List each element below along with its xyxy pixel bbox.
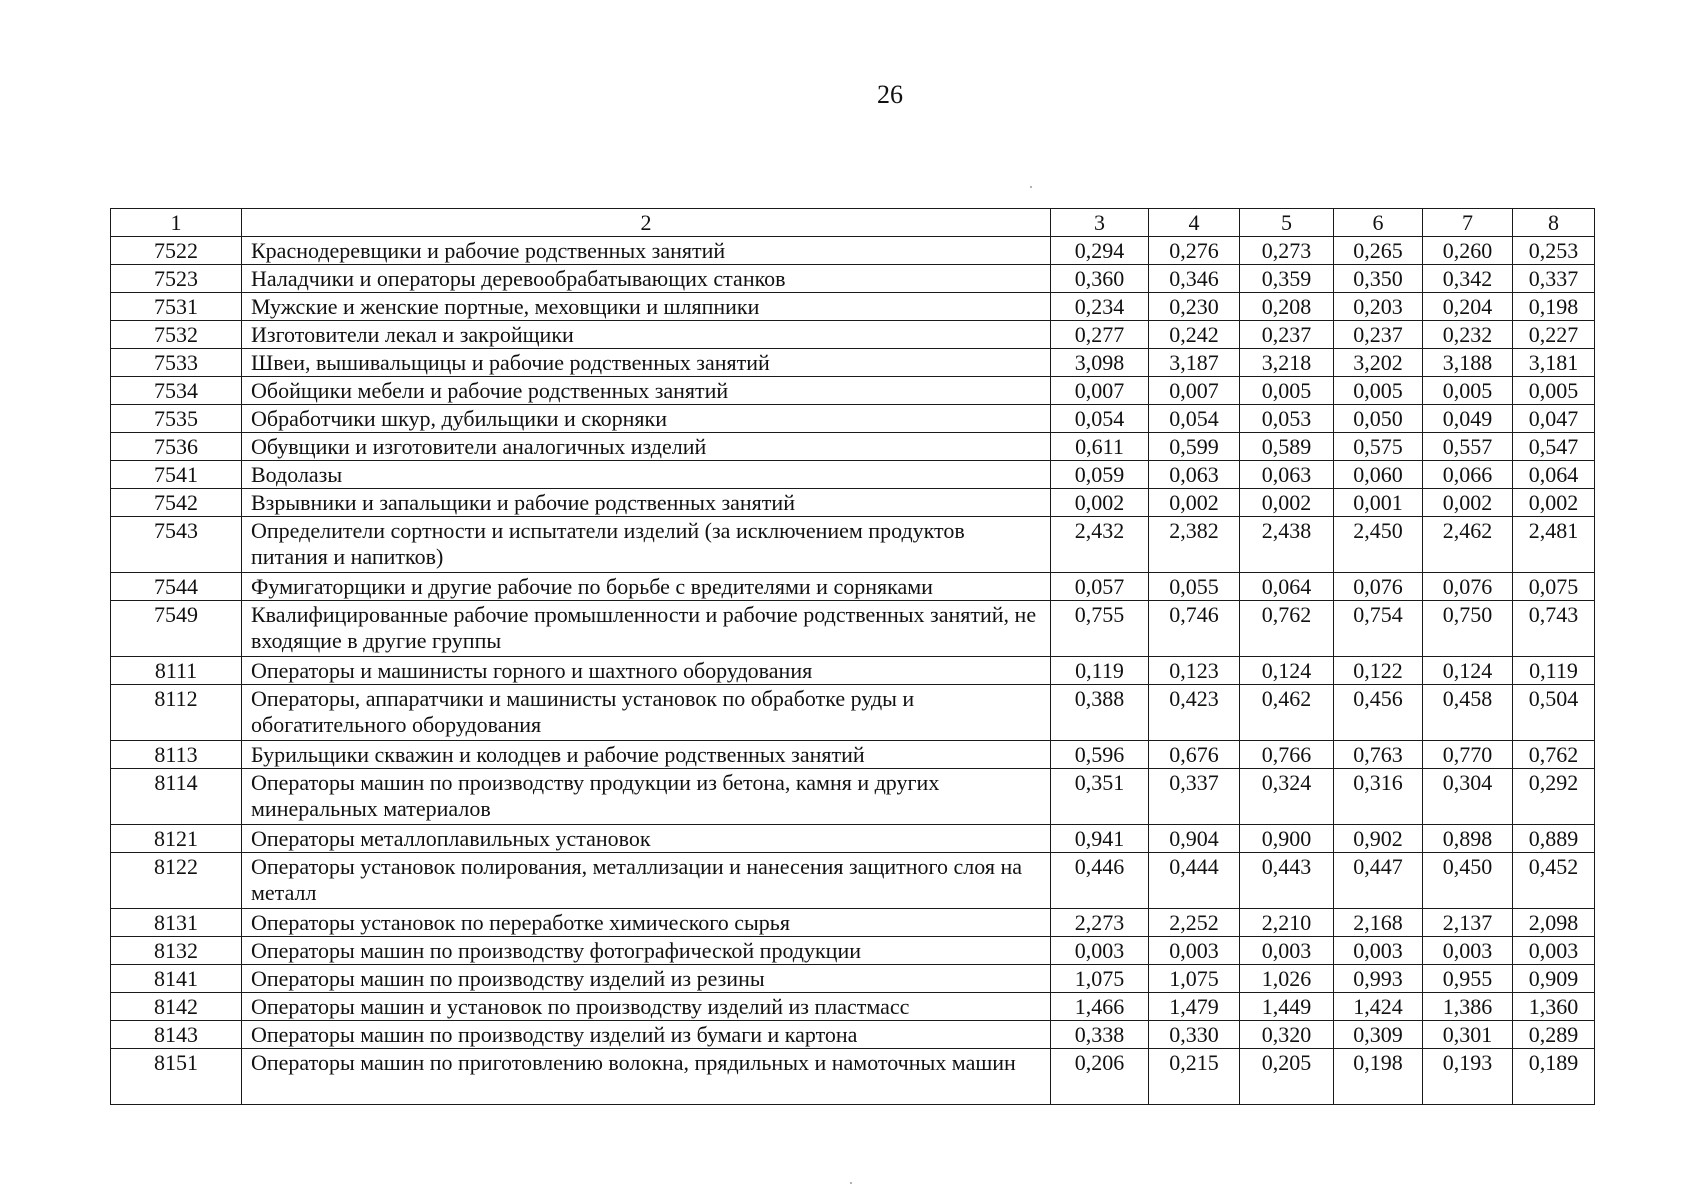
value-cell: 0,204 bbox=[1423, 293, 1513, 321]
occupation-name-cell: Операторы, аппаратчики и машинисты установок по обработке руды и обогатительного оборудования bbox=[242, 685, 1051, 741]
value-cell: 0,119 bbox=[1513, 657, 1595, 685]
occupation-name-cell: Квалифицированные рабочие промышленности и рабочие родственных занятий, не входящие в другие группы bbox=[242, 601, 1051, 657]
value-cell: 0,611 bbox=[1051, 433, 1149, 461]
value-cell: 0,050 bbox=[1334, 405, 1423, 433]
value-cell: 0,059 bbox=[1051, 461, 1149, 489]
value-cell: 2,252 bbox=[1149, 909, 1240, 937]
table-row bbox=[111, 517, 1595, 573]
occupation-code-cell: 7549 bbox=[111, 601, 242, 657]
occupation-name-cell: Мужские и женские портные, меховщики и шляпники bbox=[242, 293, 1051, 321]
value-cell: 0,676 bbox=[1149, 741, 1240, 769]
column-number-cell: 2 bbox=[242, 209, 1051, 237]
value-cell: 0,504 bbox=[1513, 685, 1595, 741]
table-row bbox=[111, 321, 1595, 349]
column-number-cell: 1 bbox=[111, 209, 242, 237]
value-cell: 0,589 bbox=[1240, 433, 1334, 461]
value-cell: 1,360 bbox=[1513, 993, 1595, 1021]
value-cell: 3,202 bbox=[1334, 349, 1423, 377]
value-cell: 0,055 bbox=[1149, 573, 1240, 601]
occupation-name-cell: Операторы установок по переработке химического сырья bbox=[242, 909, 1051, 937]
page-number: 26 bbox=[877, 80, 903, 109]
occupation-name-cell: Операторы металлоплавильных установок bbox=[242, 825, 1051, 853]
occupation-name-cell: Операторы машин по производству изделий из бумаги и картона bbox=[242, 1021, 1051, 1049]
table-row bbox=[111, 825, 1595, 853]
value-cell: 0,075 bbox=[1513, 573, 1595, 601]
occupation-name-cell: Изготовители лекал и закройщики bbox=[242, 321, 1051, 349]
value-cell: 0,253 bbox=[1513, 237, 1595, 265]
value-cell: 1,466 bbox=[1051, 993, 1149, 1021]
value-cell: 0,301 bbox=[1423, 1021, 1513, 1049]
table-row bbox=[111, 433, 1595, 461]
column-number-cell: 8 bbox=[1513, 209, 1595, 237]
value-cell: 0,005 bbox=[1334, 377, 1423, 405]
value-cell: 0,762 bbox=[1513, 741, 1595, 769]
value-cell: 0,743 bbox=[1513, 601, 1595, 657]
value-cell: 2,450 bbox=[1334, 517, 1423, 573]
column-number-cell: 5 bbox=[1240, 209, 1334, 237]
occupation-code-cell: 7523 bbox=[111, 265, 242, 293]
value-cell: 0,750 bbox=[1423, 601, 1513, 657]
value-cell: 0,351 bbox=[1051, 769, 1149, 825]
value-cell: 0,557 bbox=[1423, 433, 1513, 461]
value-cell: 0,002 bbox=[1240, 489, 1334, 517]
value-cell: 0,446 bbox=[1051, 853, 1149, 909]
value-cell: 2,210 bbox=[1240, 909, 1334, 937]
value-cell: 1,075 bbox=[1149, 965, 1240, 993]
value-cell: 0,292 bbox=[1513, 769, 1595, 825]
value-cell: 2,438 bbox=[1240, 517, 1334, 573]
occupation-code-cell: 8132 bbox=[111, 937, 242, 965]
occupation-name-cell: Фумигаторщики и другие рабочие по борьбе с вредителями и сорняками bbox=[242, 573, 1051, 601]
value-cell: 0,547 bbox=[1513, 433, 1595, 461]
value-cell: 0,205 bbox=[1240, 1049, 1334, 1105]
occupations-table-wrapper bbox=[110, 208, 1594, 1105]
table-row bbox=[111, 377, 1595, 405]
table-row bbox=[111, 909, 1595, 937]
value-cell: 0,993 bbox=[1334, 965, 1423, 993]
value-cell: 0,423 bbox=[1149, 685, 1240, 741]
value-cell: 0,330 bbox=[1149, 1021, 1240, 1049]
value-cell: 0,443 bbox=[1240, 853, 1334, 909]
value-cell: 2,168 bbox=[1334, 909, 1423, 937]
occupation-name-cell: Обработчики шкур, дубильщики и скорняки bbox=[242, 405, 1051, 433]
value-cell: 0,119 bbox=[1051, 657, 1149, 685]
value-cell: 0,124 bbox=[1240, 657, 1334, 685]
occupation-code-cell: 8131 bbox=[111, 909, 242, 937]
value-cell: 0,304 bbox=[1423, 769, 1513, 825]
table-row bbox=[111, 657, 1595, 685]
value-cell: 0,277 bbox=[1051, 321, 1149, 349]
table-row bbox=[111, 265, 1595, 293]
value-cell: 0,242 bbox=[1149, 321, 1240, 349]
occupation-name-cell: Швеи, вышивальщицы и рабочие родственных занятий bbox=[242, 349, 1051, 377]
occupation-code-cell: 7544 bbox=[111, 573, 242, 601]
value-cell: 0,003 bbox=[1334, 937, 1423, 965]
occupation-name-cell: Определители сортности и испытатели изделий (за исключением продуктов питания и напитков) bbox=[242, 517, 1051, 573]
table-row bbox=[111, 741, 1595, 769]
value-cell: 0,766 bbox=[1240, 741, 1334, 769]
value-cell: 0,309 bbox=[1334, 1021, 1423, 1049]
value-cell: 0,265 bbox=[1334, 237, 1423, 265]
table-row bbox=[111, 405, 1595, 433]
table-row bbox=[111, 965, 1595, 993]
value-cell: 0,342 bbox=[1423, 265, 1513, 293]
table-row bbox=[111, 573, 1595, 601]
value-cell: 0,596 bbox=[1051, 741, 1149, 769]
value-cell: 0,003 bbox=[1149, 937, 1240, 965]
value-cell: 0,064 bbox=[1240, 573, 1334, 601]
occupation-name-cell: Обувщики и изготовители аналогичных изделий bbox=[242, 433, 1051, 461]
value-cell: 1,026 bbox=[1240, 965, 1334, 993]
occupation-code-cell: 8142 bbox=[111, 993, 242, 1021]
occupation-name-cell: Водолазы bbox=[242, 461, 1051, 489]
table-row bbox=[111, 293, 1595, 321]
value-cell: 0,193 bbox=[1423, 1049, 1513, 1105]
value-cell: 3,181 bbox=[1513, 349, 1595, 377]
occupation-code-cell: 7532 bbox=[111, 321, 242, 349]
occupation-name-cell: Операторы и машинисты горного и шахтного оборудования bbox=[242, 657, 1051, 685]
value-cell: 0,450 bbox=[1423, 853, 1513, 909]
occupation-name-cell: Операторы машин по производству продукции из бетона, камня и других минеральных материалов bbox=[242, 769, 1051, 825]
occupation-code-cell: 7536 bbox=[111, 433, 242, 461]
occupation-name-cell: Обойщики мебели и рабочие родственных занятий bbox=[242, 377, 1051, 405]
occupation-name-cell: Операторы установок полирования, металлизации и нанесения защитного слоя на металл bbox=[242, 853, 1051, 909]
column-number-row bbox=[111, 209, 1595, 237]
value-cell: 0,770 bbox=[1423, 741, 1513, 769]
value-cell: 0,338 bbox=[1051, 1021, 1149, 1049]
value-cell: 0,063 bbox=[1149, 461, 1240, 489]
value-cell: 0,447 bbox=[1334, 853, 1423, 909]
occupation-code-cell: 7522 bbox=[111, 237, 242, 265]
value-cell: 0,227 bbox=[1513, 321, 1595, 349]
value-cell: 0,444 bbox=[1149, 853, 1240, 909]
occupation-name-cell: Бурильщики скважин и колодцев и рабочие родственных занятий bbox=[242, 741, 1051, 769]
table-row bbox=[111, 853, 1595, 909]
value-cell: 0,289 bbox=[1513, 1021, 1595, 1049]
value-cell: 1,449 bbox=[1240, 993, 1334, 1021]
value-cell: 0,122 bbox=[1334, 657, 1423, 685]
table-row bbox=[111, 461, 1595, 489]
value-cell: 0,237 bbox=[1334, 321, 1423, 349]
value-cell: 0,902 bbox=[1334, 825, 1423, 853]
value-cell: 0,456 bbox=[1334, 685, 1423, 741]
value-cell: 0,359 bbox=[1240, 265, 1334, 293]
occupation-code-cell: 7535 bbox=[111, 405, 242, 433]
value-cell: 0,294 bbox=[1051, 237, 1149, 265]
value-cell: 0,763 bbox=[1334, 741, 1423, 769]
value-cell: 0,057 bbox=[1051, 573, 1149, 601]
value-cell: 1,479 bbox=[1149, 993, 1240, 1021]
value-cell: 0,124 bbox=[1423, 657, 1513, 685]
value-cell: 0,260 bbox=[1423, 237, 1513, 265]
occupation-code-cell: 7543 bbox=[111, 517, 242, 573]
value-cell: 0,273 bbox=[1240, 237, 1334, 265]
value-cell: 0,049 bbox=[1423, 405, 1513, 433]
value-cell: 2,098 bbox=[1513, 909, 1595, 937]
occupation-code-cell: 8122 bbox=[111, 853, 242, 909]
value-cell: 0,276 bbox=[1149, 237, 1240, 265]
scan-speck bbox=[1030, 186, 1032, 188]
value-cell: 3,188 bbox=[1423, 349, 1513, 377]
occupation-code-cell: 8151 bbox=[111, 1049, 242, 1105]
table-row bbox=[111, 601, 1595, 657]
value-cell: 0,746 bbox=[1149, 601, 1240, 657]
value-cell: 0,909 bbox=[1513, 965, 1595, 993]
value-cell: 0,904 bbox=[1149, 825, 1240, 853]
value-cell: 0,955 bbox=[1423, 965, 1513, 993]
value-cell: 0,189 bbox=[1513, 1049, 1595, 1105]
value-cell: 0,754 bbox=[1334, 601, 1423, 657]
column-number-cell: 3 bbox=[1051, 209, 1149, 237]
value-cell: 0,599 bbox=[1149, 433, 1240, 461]
value-cell: 2,137 bbox=[1423, 909, 1513, 937]
occupation-name-cell: Взрывники и запальщики и рабочие родственных занятий bbox=[242, 489, 1051, 517]
value-cell: 0,316 bbox=[1334, 769, 1423, 825]
occupation-code-cell: 7534 bbox=[111, 377, 242, 405]
occupation-code-cell: 7531 bbox=[111, 293, 242, 321]
value-cell: 0,053 bbox=[1240, 405, 1334, 433]
value-cell: 0,215 bbox=[1149, 1049, 1240, 1105]
occupation-code-cell: 8121 bbox=[111, 825, 242, 853]
occupation-name-cell: Краснодеревщики и рабочие родственных занятий bbox=[242, 237, 1051, 265]
value-cell: 0,002 bbox=[1051, 489, 1149, 517]
value-cell: 2,382 bbox=[1149, 517, 1240, 573]
value-cell: 1,075 bbox=[1051, 965, 1149, 993]
value-cell: 0,005 bbox=[1513, 377, 1595, 405]
value-cell: 0,234 bbox=[1051, 293, 1149, 321]
value-cell: 0,198 bbox=[1513, 293, 1595, 321]
occupation-name-cell: Операторы машин по производству фотографической продукции bbox=[242, 937, 1051, 965]
value-cell: 0,076 bbox=[1423, 573, 1513, 601]
value-cell: 2,481 bbox=[1513, 517, 1595, 573]
value-cell: 0,066 bbox=[1423, 461, 1513, 489]
value-cell: 3,098 bbox=[1051, 349, 1149, 377]
value-cell: 0,755 bbox=[1051, 601, 1149, 657]
value-cell: 0,123 bbox=[1149, 657, 1240, 685]
value-cell: 0,575 bbox=[1334, 433, 1423, 461]
value-cell: 0,360 bbox=[1051, 265, 1149, 293]
value-cell: 3,218 bbox=[1240, 349, 1334, 377]
occupation-code-cell: 8141 bbox=[111, 965, 242, 993]
occupation-code-cell: 8112 bbox=[111, 685, 242, 741]
occupation-code-cell: 8111 bbox=[111, 657, 242, 685]
occupation-code-cell: 7542 bbox=[111, 489, 242, 517]
value-cell: 0,462 bbox=[1240, 685, 1334, 741]
value-cell: 0,064 bbox=[1513, 461, 1595, 489]
occupation-name-cell: Операторы машин по приготовлению волокна, прядильных и намоточных машин bbox=[242, 1049, 1051, 1105]
value-cell: 2,462 bbox=[1423, 517, 1513, 573]
value-cell: 1,386 bbox=[1423, 993, 1513, 1021]
value-cell: 0,208 bbox=[1240, 293, 1334, 321]
column-number-cell: 7 bbox=[1423, 209, 1513, 237]
value-cell: 0,388 bbox=[1051, 685, 1149, 741]
value-cell: 2,432 bbox=[1051, 517, 1149, 573]
table-row bbox=[111, 993, 1595, 1021]
value-cell: 0,003 bbox=[1051, 937, 1149, 965]
value-cell: 0,054 bbox=[1149, 405, 1240, 433]
value-cell: 0,237 bbox=[1240, 321, 1334, 349]
value-cell: 0,232 bbox=[1423, 321, 1513, 349]
value-cell: 0,941 bbox=[1051, 825, 1149, 853]
value-cell: 0,203 bbox=[1334, 293, 1423, 321]
value-cell: 0,003 bbox=[1423, 937, 1513, 965]
table-row bbox=[111, 1021, 1595, 1049]
value-cell: 0,198 bbox=[1334, 1049, 1423, 1105]
value-cell: 0,054 bbox=[1051, 405, 1149, 433]
value-cell: 0,452 bbox=[1513, 853, 1595, 909]
column-number-cell: 6 bbox=[1334, 209, 1423, 237]
value-cell: 0,350 bbox=[1334, 265, 1423, 293]
value-cell: 0,047 bbox=[1513, 405, 1595, 433]
value-cell: 0,003 bbox=[1240, 937, 1334, 965]
scan-speck bbox=[850, 1182, 852, 1184]
value-cell: 0,001 bbox=[1334, 489, 1423, 517]
value-cell: 0,063 bbox=[1240, 461, 1334, 489]
value-cell: 0,206 bbox=[1051, 1049, 1149, 1105]
value-cell: 0,898 bbox=[1423, 825, 1513, 853]
table-row bbox=[111, 769, 1595, 825]
occupation-code-cell: 7541 bbox=[111, 461, 242, 489]
value-cell: 0,346 bbox=[1149, 265, 1240, 293]
table-row bbox=[111, 349, 1595, 377]
table-row bbox=[111, 489, 1595, 517]
value-cell: 0,076 bbox=[1334, 573, 1423, 601]
occupation-code-cell: 7533 bbox=[111, 349, 242, 377]
value-cell: 0,002 bbox=[1513, 489, 1595, 517]
value-cell: 0,060 bbox=[1334, 461, 1423, 489]
occupation-name-cell: Наладчики и операторы деревообрабатывающих станков bbox=[242, 265, 1051, 293]
occupation-code-cell: 8143 bbox=[111, 1021, 242, 1049]
occupation-name-cell: Операторы машин и установок по производству изделий из пластмасс bbox=[242, 993, 1051, 1021]
value-cell: 0,003 bbox=[1513, 937, 1595, 965]
occupation-code-cell: 8114 bbox=[111, 769, 242, 825]
table-row bbox=[111, 937, 1595, 965]
value-cell: 0,007 bbox=[1051, 377, 1149, 405]
column-number-cell: 4 bbox=[1149, 209, 1240, 237]
value-cell: 0,007 bbox=[1149, 377, 1240, 405]
value-cell: 0,005 bbox=[1423, 377, 1513, 405]
occupation-code-cell: 8113 bbox=[111, 741, 242, 769]
occupations-table bbox=[110, 208, 1595, 1105]
table-row bbox=[111, 237, 1595, 265]
value-cell: 2,273 bbox=[1051, 909, 1149, 937]
value-cell: 0,337 bbox=[1149, 769, 1240, 825]
table-row bbox=[111, 685, 1595, 741]
value-cell: 0,005 bbox=[1240, 377, 1334, 405]
value-cell: 1,424 bbox=[1334, 993, 1423, 1021]
value-cell: 0,320 bbox=[1240, 1021, 1334, 1049]
value-cell: 0,900 bbox=[1240, 825, 1334, 853]
value-cell: 0,762 bbox=[1240, 601, 1334, 657]
value-cell: 0,002 bbox=[1149, 489, 1240, 517]
value-cell: 0,002 bbox=[1423, 489, 1513, 517]
value-cell: 0,458 bbox=[1423, 685, 1513, 741]
table-row bbox=[111, 1049, 1595, 1105]
value-cell: 0,230 bbox=[1149, 293, 1240, 321]
value-cell: 0,889 bbox=[1513, 825, 1595, 853]
occupation-name-cell: Операторы машин по производству изделий из резины bbox=[242, 965, 1051, 993]
value-cell: 3,187 bbox=[1149, 349, 1240, 377]
value-cell: 0,337 bbox=[1513, 265, 1595, 293]
value-cell: 0,324 bbox=[1240, 769, 1334, 825]
